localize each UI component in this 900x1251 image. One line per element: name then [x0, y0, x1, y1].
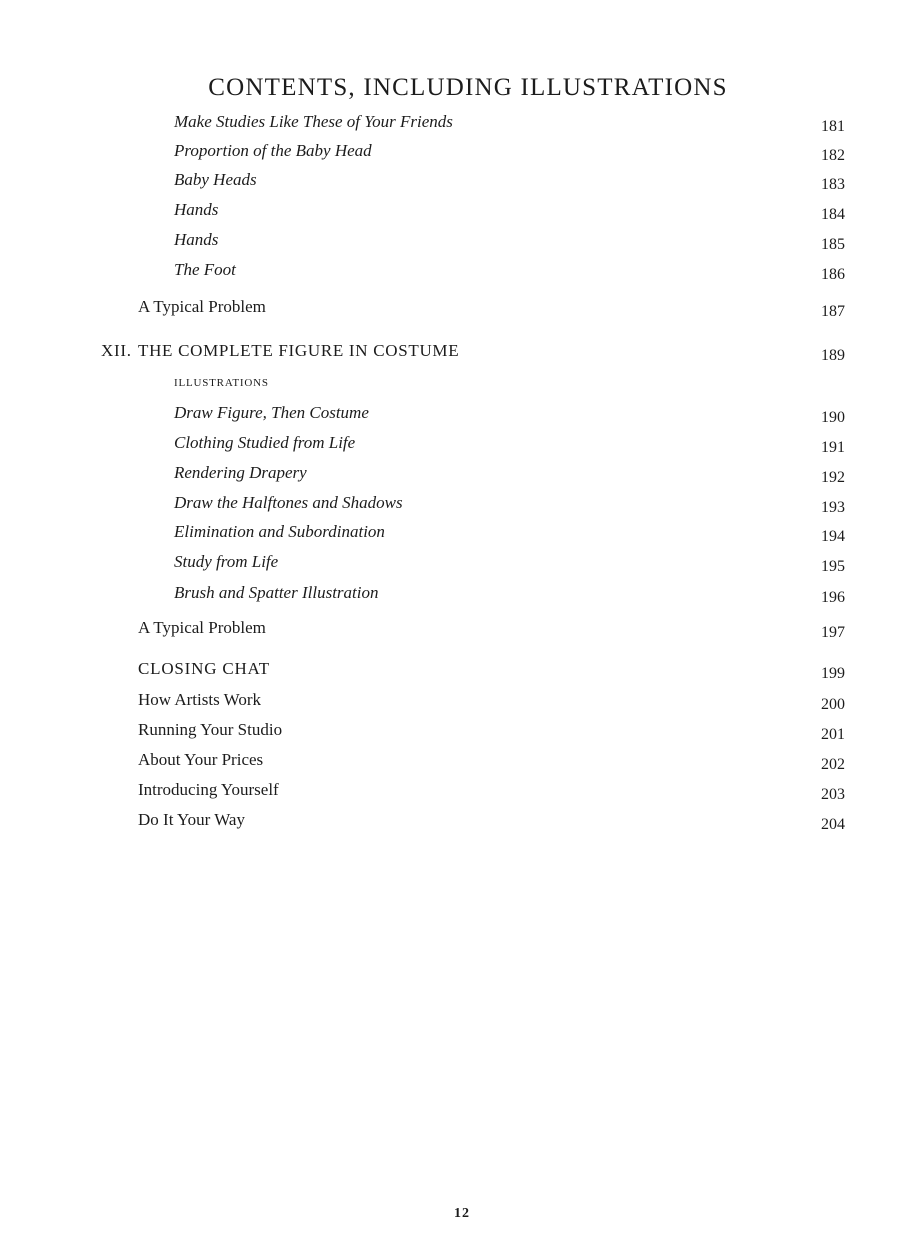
toc-section-entry	[0, 618, 900, 644]
toc-entry-page: 190	[821, 409, 845, 426]
toc-section-entry	[0, 720, 900, 746]
toc-section-entry	[0, 810, 900, 836]
toc-entry-label: Elimination and Subordination	[174, 522, 385, 541]
toc-entry	[0, 403, 900, 429]
toc-entry	[0, 522, 900, 548]
toc-entry-page: 182	[821, 147, 845, 164]
toc-entry-label: Proportion of the Baby Head	[174, 141, 372, 160]
illustrations-label: ILLUSTRATIONS	[174, 377, 269, 389]
page-title: CONTENTS, INCLUDING ILLUSTRATIONS	[208, 74, 728, 101]
illustrations-subheading	[0, 372, 900, 398]
toc-entry-page: 197	[821, 624, 845, 641]
toc-chapter-heading	[0, 341, 900, 367]
toc-closing-heading	[0, 659, 900, 685]
toc-entry-label: Do It Your Way	[138, 810, 245, 829]
toc-entry-label: Draw the Halftones and Shadows	[174, 493, 403, 512]
toc-entry-page: 184	[821, 206, 845, 223]
toc-entry-page: 187	[821, 303, 845, 320]
toc-entry-label: Clothing Studied from Life	[174, 433, 356, 452]
toc-section-entry	[0, 750, 900, 776]
toc-section-entry	[0, 780, 900, 806]
toc-entry-label: Hands	[174, 200, 219, 219]
toc-entry-page: 201	[821, 726, 845, 743]
toc-entry-page: 193	[821, 499, 845, 516]
toc-entry	[0, 493, 900, 519]
toc-entry-page: 202	[821, 756, 845, 773]
toc-entry-page: 196	[821, 589, 845, 606]
toc-entry	[0, 112, 900, 138]
toc-entry-page: 189	[821, 347, 845, 364]
toc-entry	[0, 141, 900, 167]
chapter-title	[101, 341, 459, 361]
toc-entry-label: Draw Figure, Then Costume	[174, 403, 369, 422]
toc-entry-label: Hands	[174, 230, 219, 249]
toc-entry	[0, 552, 900, 578]
toc-entry	[0, 230, 900, 256]
toc-entry-page: 204	[821, 816, 845, 833]
toc-entry	[0, 170, 900, 196]
toc-entry-page: 185	[821, 236, 845, 253]
toc-entry-label: Introducing Yourself	[138, 780, 279, 799]
toc-entry	[0, 200, 900, 226]
toc-entry-label: Brush and Spatter Illustration	[174, 583, 379, 602]
toc-entry-page: 195	[821, 558, 845, 575]
toc-entry-label: About Your Prices	[138, 750, 264, 769]
toc-entry	[0, 583, 900, 609]
toc-entry-page: 200	[821, 696, 845, 713]
toc-section-entry	[0, 297, 900, 323]
toc-entry-label: Baby Heads	[174, 170, 257, 189]
toc-entry-label: A Typical Problem	[138, 618, 266, 637]
toc-entry-page: 199	[821, 665, 845, 682]
toc-entry-page: 192	[821, 469, 845, 486]
toc-entry	[0, 260, 900, 286]
toc-entry-label: Study from Life	[174, 552, 279, 571]
chapter-title-text: THE COMPLETE FIGURE IN COSTUME	[138, 341, 460, 360]
toc-entry-label: Make Studies Like These of Your Friends	[174, 112, 453, 131]
toc-entry-page: 181	[821, 118, 845, 135]
toc-entry-page: 191	[821, 439, 845, 456]
page-number: 12	[454, 1206, 470, 1221]
toc-entry-page: 183	[821, 176, 845, 193]
toc-entry-page: 203	[821, 786, 845, 803]
toc-entry-label: How Artists Work	[138, 690, 261, 709]
toc-entry-label: The Foot	[174, 260, 236, 279]
toc-entry-label: CLOSING CHAT	[138, 659, 270, 678]
chapter-numeral: XII.	[101, 341, 132, 360]
toc-entry-page: 194	[821, 528, 845, 545]
toc-entry-label: Running Your Studio	[138, 720, 283, 739]
toc-entry-label: A Typical Problem	[138, 297, 266, 316]
toc-entry	[0, 463, 900, 489]
toc-entry	[0, 433, 900, 459]
toc-entry-label: Rendering Drapery	[174, 463, 307, 482]
toc-section-entry	[0, 690, 900, 716]
toc-entry-page: 186	[821, 266, 845, 283]
